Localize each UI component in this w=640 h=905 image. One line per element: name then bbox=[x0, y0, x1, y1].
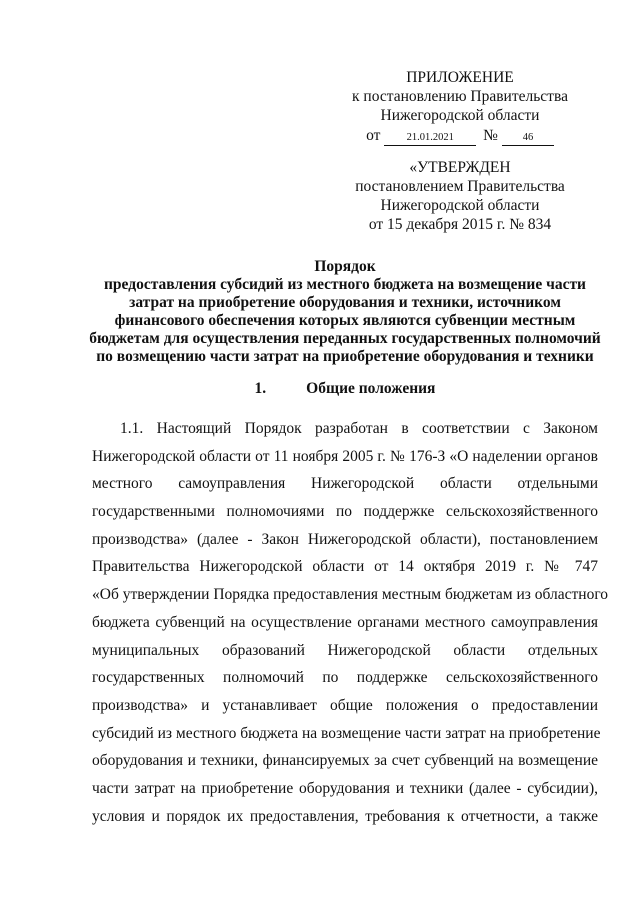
approved-line-2: постановлением Правительства bbox=[355, 178, 565, 195]
title-line: бюджетам для осуществления переданных государственных полномочий bbox=[89, 330, 601, 347]
body-line: государственными полномочиями по поддержке сельскохозяйственного bbox=[92, 503, 598, 521]
body-line: государственных полномочий по поддержке сельскохозяйственного bbox=[92, 669, 598, 687]
body-line: субсидий из местного бюджета на возмещение части затрат на приобретение bbox=[92, 724, 601, 742]
body-line: 1.1. Настоящий Порядок разработан в соответствии с Законом bbox=[120, 420, 598, 437]
appendix-header bbox=[340, 68, 580, 146]
body-line: местного самоуправления Нижегородской области отдельными bbox=[92, 475, 598, 493]
body-line: условия и порядок их предоставления, требования к отчетности, а также bbox=[92, 807, 598, 825]
document-number: 46 bbox=[502, 131, 554, 146]
appendix-line-2: Нижегородской области bbox=[380, 107, 540, 124]
body-line: Нижегородской области от 11 ноября 2005 г. № 176-З «О наделении органов bbox=[92, 447, 598, 465]
body-line: производства» (далее - Закон Нижегородской области), постановлением bbox=[92, 530, 598, 548]
appendix-title: ПРИЛОЖЕНИЕ bbox=[406, 69, 514, 86]
body-line: «Об утверждении Порядка предоставления местным бюджетам из областного bbox=[92, 586, 609, 604]
body-line: части затрат на приобретение оборудования и техники (далее - субсидии), bbox=[92, 779, 598, 797]
body-line: производства» и устанавливает общие положения о предоставлении bbox=[92, 696, 598, 714]
section-heading bbox=[80, 380, 610, 398]
from-label: от bbox=[366, 127, 381, 144]
title-line: по возмещению части затрат на приобретение оборудования и техники bbox=[96, 348, 594, 365]
body-line: Правительства Нижегородской области от 14 октября 2019 г. № 747 bbox=[92, 558, 598, 576]
title-line: предоставления субсидий из местного бюджета на возмещение части bbox=[104, 276, 586, 293]
body-line: муниципальных образований Нижегородской области отдельных bbox=[92, 641, 598, 659]
title-line: Порядок bbox=[314, 258, 376, 275]
document-title bbox=[80, 258, 610, 366]
appendix-line-1: к постановлению Правительства bbox=[352, 88, 568, 105]
appendix-reference bbox=[340, 126, 580, 146]
body-line: оборудования и техники, финансируемых за счет субвенций на возмещение bbox=[92, 752, 598, 770]
approved-line-4: от 15 декабря 2015 г. № 834 bbox=[368, 216, 552, 233]
title-line: затрат на приобретение оборудования и техники, источником bbox=[129, 294, 561, 311]
section-title: Общие положения bbox=[306, 380, 436, 397]
number-sign: № bbox=[483, 127, 498, 144]
title-line: финансового обеспечения которых являются субвенции местным bbox=[114, 312, 576, 329]
approved-line-1: «УТВЕРЖДЕН bbox=[409, 159, 511, 176]
body-line: бюджета субвенций на осуществление органами местного самоуправления bbox=[92, 613, 598, 631]
approved-line-3: Нижегородской области bbox=[380, 197, 540, 214]
section-number: 1. bbox=[254, 380, 267, 397]
body-text bbox=[92, 415, 609, 830]
approved-block bbox=[340, 158, 580, 234]
document-date: 21.01.2021 bbox=[384, 131, 476, 146]
